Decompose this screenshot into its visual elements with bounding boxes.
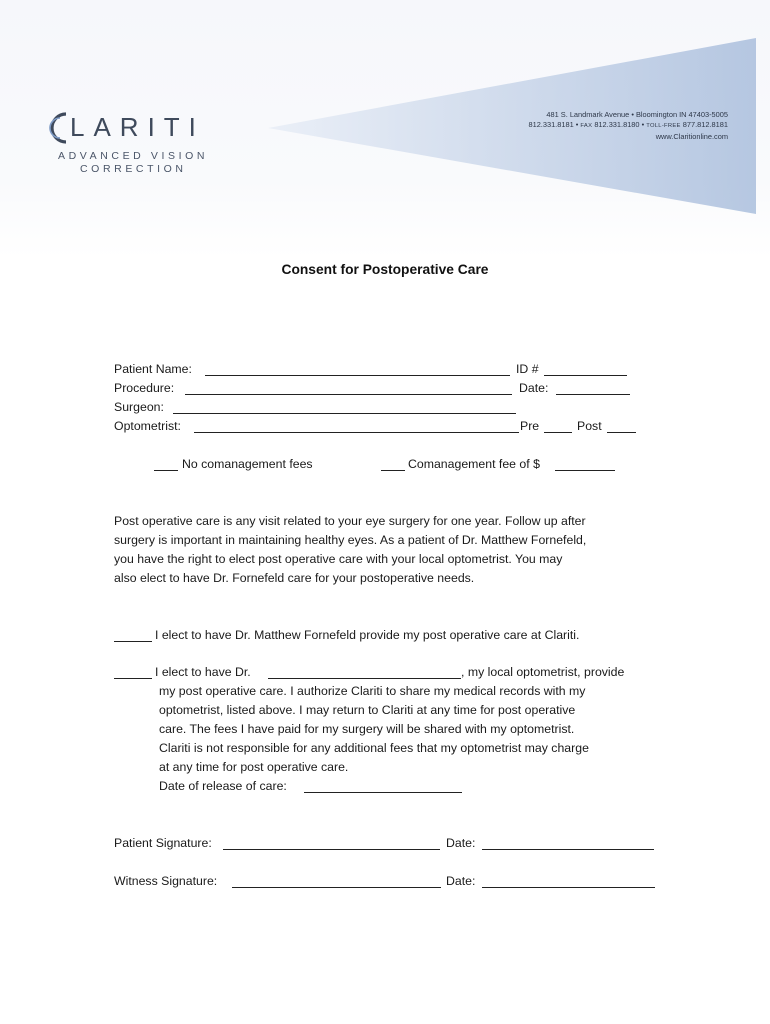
- witness-signature-date-label: Date:: [446, 874, 476, 888]
- option1-text: I elect to have Dr. Matthew Fornefeld provide my post operative care at Clariti.: [155, 628, 580, 642]
- tollfree-number: 877.812.8181: [682, 120, 728, 130]
- logo-c-arc-icon: [42, 110, 72, 146]
- patient-signature-date-field[interactable]: [482, 849, 654, 850]
- witness-signature-date-field[interactable]: [482, 887, 655, 888]
- optometrist-label: Optometrist:: [114, 419, 181, 433]
- procedure-date-field[interactable]: [556, 394, 630, 395]
- form-title: Consent for Postoperative Care: [281, 262, 489, 277]
- logo-wordmark: LARITI: [70, 112, 205, 142]
- logo-tagline-1: ADVANCED VISION: [58, 150, 209, 162]
- release-date-field[interactable]: [304, 792, 462, 793]
- paragraph-line: surgery is important in maintaining healthy eyes. As a patient of Dr. Matthew Fornefeld,: [114, 533, 587, 547]
- witness-signature-field[interactable]: [232, 887, 441, 888]
- patient-name-label: Patient Name:: [114, 362, 192, 376]
- address-street: 481 S. Landmark Avenue • Bloomington IN 47403-5005: [546, 110, 728, 119]
- fax-label: FAX: [580, 123, 593, 130]
- id-field[interactable]: [544, 375, 627, 376]
- option2-text-start: I elect to have Dr.: [155, 665, 251, 679]
- logo-tagline-2: CORRECTION: [80, 163, 187, 175]
- patient-signature-label: Patient Signature:: [114, 836, 212, 850]
- local-optometrist-field[interactable]: [268, 678, 461, 679]
- paragraph-line: Post operative care is any visit related to your eye surgery for one year. Follow up after: [114, 514, 586, 528]
- address-phones: [528, 120, 728, 131]
- tollfree-label: TOLL-FREE: [646, 123, 681, 130]
- option2-line: care. The fees I have paid for my surgery will be shared with my optometrist.: [159, 722, 575, 736]
- fee-label: Comanagement fee of $: [408, 457, 540, 471]
- procedure-date-label: Date:: [519, 381, 549, 395]
- phone-number: 812.331.8181 •: [528, 120, 579, 130]
- fee-checkbox-field[interactable]: [381, 470, 405, 471]
- procedure-label: Procedure:: [114, 381, 175, 395]
- clariti-logo: [40, 108, 220, 178]
- release-date-label: Date of release of care:: [159, 779, 287, 793]
- option1-initial-field[interactable]: [114, 641, 152, 642]
- fax-number: 812.331.8180 •: [594, 120, 645, 130]
- paragraph-line: you have the right to elect post operative care with your local optometrist. You may: [114, 552, 563, 566]
- option2-text-end: , my local optometrist, provide: [461, 665, 625, 679]
- patient-signature-field[interactable]: [223, 849, 440, 850]
- optometrist-field[interactable]: [194, 432, 519, 433]
- post-checkbox-field[interactable]: [607, 432, 636, 433]
- no-fees-label: No comanagement fees: [182, 457, 313, 471]
- website-link[interactable]: www.Claritionline.com: [655, 131, 728, 141]
- option2-line: at any time for post operative care.: [159, 760, 349, 774]
- fee-amount-field[interactable]: [555, 470, 615, 471]
- id-label: ID #: [516, 362, 539, 376]
- patient-name-field[interactable]: [205, 375, 510, 376]
- surgeon-field[interactable]: [173, 413, 516, 414]
- procedure-field[interactable]: [185, 394, 512, 395]
- option2-line: optometrist, listed above. I may return to Clariti at any time for post operative: [159, 703, 576, 717]
- witness-signature-label: Witness Signature:: [114, 874, 218, 888]
- patient-signature-date-label: Date:: [446, 836, 476, 850]
- option2-line: my post operative care. I authorize Clariti to share my medical records with my: [159, 684, 586, 698]
- option2-line: Clariti is not responsible for any additional fees that my optometrist may charge: [159, 741, 589, 755]
- paragraph-line: also elect to have Dr. Fornefeld care for your postoperative needs.: [114, 571, 475, 585]
- clinic-address: [528, 110, 728, 142]
- option2-initial-field[interactable]: [114, 678, 152, 679]
- surgeon-label: Surgeon:: [114, 400, 164, 414]
- pre-label: Pre: [520, 419, 540, 433]
- no-fees-checkbox-field[interactable]: [154, 470, 178, 471]
- post-label: Post: [577, 419, 602, 433]
- pre-checkbox-field[interactable]: [544, 432, 572, 433]
